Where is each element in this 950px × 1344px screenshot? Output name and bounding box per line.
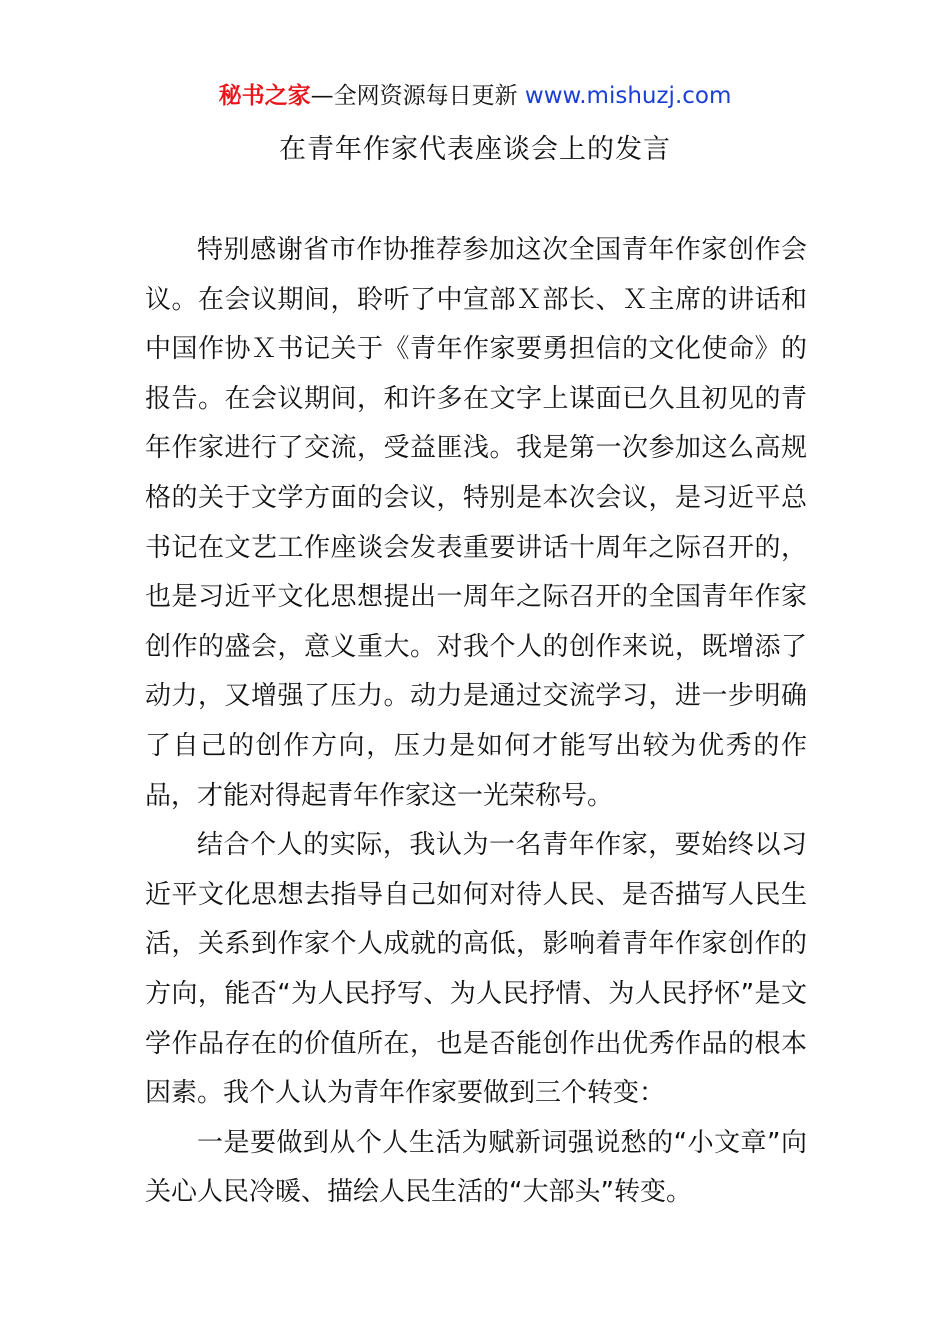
paragraph-2: 结合个人的实际，我认为一名青年作家，要始终以习近平文化思想去指导自己如何对待人民、是否描写人民生活，关系到作家个人成就的高低，影响着青年作家创作的方向，能否“为人民抒写、为人民抒情、为人民抒怀”是文学作品存在的价值所在，也是否能创作出优秀作品的根本因素。我个人认为青年作家要做到三个转变： [145, 830, 807, 1109]
paragraph-1: 特别感谢省市作协推荐参加这次全国青年作家创作会议。在会议期间，聆听了中宣部Ｘ部长、Ｘ主席的讲话和中国作协Ｘ书记关于《青年作家要勇担信的文化使命》的报告。在会议期间，和许多在文字上谋面已久且初见的青年作家进行了交流，受益匪浅。我是第一次参加这么高规格的关于文学方面的会议，特别是本次会议，是习近平总书记在文艺工作座谈会发表重要讲话十周年之际召开的，也是习近平文化思想提出一周年之际召开的全国青年作家创作的盛会，意义重大。对我个人的创作来说，既增添了动力，又增强了压力。动力是通过交流学习，进一步明确了自己的创作方向，压力是如何才能写出较为优秀的作品，才能对得起青年作家这一光荣称号。 [145, 235, 807, 811]
document-body [145, 226, 807, 1218]
document-title: 在青年作家代表座谈会上的发言 [279, 134, 671, 165]
site-header [0, 80, 950, 112]
header-tagline: —全网资源每日更新 [310, 83, 525, 109]
brand-name: 秘书之家 [218, 83, 311, 109]
site-url-link[interactable]: www.mishuzj.com [524, 83, 732, 109]
paragraph-3: 一是要做到从个人生活为赋新词强说愁的“小文章”向关心人民冷暖、描绘人民生活的“大部头”转变。 [145, 1127, 807, 1208]
